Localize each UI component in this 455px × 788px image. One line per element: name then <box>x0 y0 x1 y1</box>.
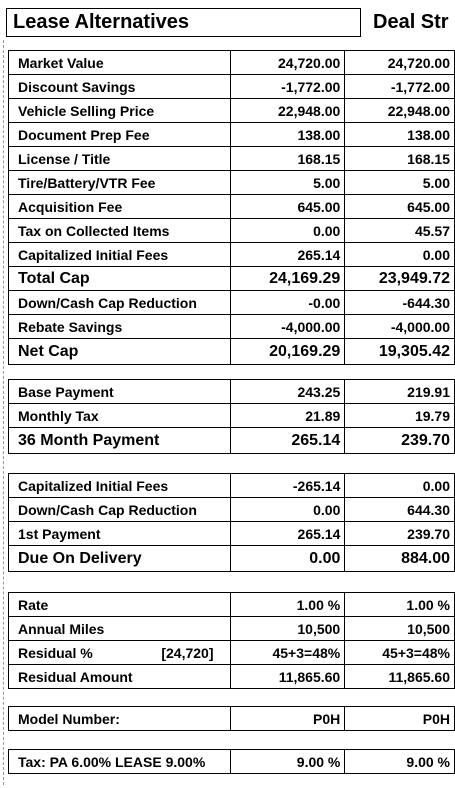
table-row <box>9 750 455 774</box>
table-row <box>9 291 455 315</box>
value-option-2: 0.00 <box>345 474 455 498</box>
value-option-2: 9.00 % <box>345 750 455 774</box>
value-option-1: 45+3=48% <box>230 641 345 665</box>
row-label: License / Title <box>9 147 231 171</box>
row-label: 36 Month Payment <box>9 428 231 454</box>
value-option-1: 21.89 <box>230 404 345 428</box>
row-label: Tax: PA 6.00% LEASE 9.00% <box>9 750 231 774</box>
table-row <box>9 380 455 404</box>
row-label: Down/Cash Cap Reduction <box>9 498 231 522</box>
value-option-2: 19.79 <box>345 404 455 428</box>
value-option-1: 5.00 <box>230 171 345 195</box>
value-option-1: 243.25 <box>230 380 345 404</box>
value-option-1: P0H <box>230 707 345 731</box>
residual-label: Residual % <box>18 644 93 661</box>
value-option-2: 168.15 <box>345 147 455 171</box>
table-row <box>9 593 455 617</box>
value-option-2: 644.30 <box>345 498 455 522</box>
delivery-table <box>8 473 455 572</box>
value-option-1: 265.14 <box>230 243 345 267</box>
model-table <box>8 706 455 731</box>
table-row <box>9 99 455 123</box>
value-option-2: 239.70 <box>345 522 455 546</box>
row-label: Capitalized Initial Fees <box>9 243 231 267</box>
table-row <box>9 51 455 75</box>
row-label: 1st Payment <box>9 522 231 546</box>
value-option-2: 22,948.00 <box>345 99 455 123</box>
value-option-1: 168.15 <box>230 147 345 171</box>
row-label: Capitalized Initial Fees <box>9 474 231 498</box>
row-label: Tax on Collected Items <box>9 219 231 243</box>
table-row <box>9 665 455 689</box>
payment-table <box>8 379 455 454</box>
row-label: Down/Cash Cap Reduction <box>9 291 231 315</box>
row-label: Net Cap <box>9 339 231 365</box>
value-option-2: 23,949.72 <box>345 267 455 291</box>
table-row-total <box>9 267 455 291</box>
value-option-1: 20,169.29 <box>230 339 345 365</box>
margin-dashed-line <box>3 40 4 785</box>
row-label: Due On Delivery <box>9 546 231 572</box>
table-row <box>9 522 455 546</box>
value-option-2: -4,000.00 <box>345 315 455 339</box>
value-option-2: 1.00 % <box>345 593 455 617</box>
value-option-1: 138.00 <box>230 123 345 147</box>
page-title: Lease Alternatives <box>13 11 190 33</box>
value-option-2: 10,500 <box>345 617 455 641</box>
table-row <box>9 75 455 99</box>
page-title-box <box>6 8 361 37</box>
table-row <box>9 195 455 219</box>
table-row <box>9 147 455 171</box>
row-label: Annual Miles <box>9 617 231 641</box>
value-option-2: 11,865.60 <box>345 665 455 689</box>
table-row <box>9 474 455 498</box>
value-option-1: -4,000.00 <box>230 315 345 339</box>
value-option-2: 219.91 <box>345 380 455 404</box>
value-option-1: 265.14 <box>230 522 345 546</box>
value-option-1: 0.00 <box>230 219 345 243</box>
value-option-2: -644.30 <box>345 291 455 315</box>
value-option-2: 239.70 <box>345 428 455 454</box>
row-label: Market Value <box>9 51 231 75</box>
row-label: Residual Amount <box>9 665 231 689</box>
value-option-1: 24,720.00 <box>230 51 345 75</box>
value-option-1: -265.14 <box>230 474 345 498</box>
table-row <box>9 404 455 428</box>
value-option-1: 11,865.60 <box>230 665 345 689</box>
table-row <box>9 315 455 339</box>
value-option-1: 0.00 <box>230 546 345 572</box>
table-row <box>9 123 455 147</box>
tax-table <box>8 749 455 774</box>
table-row <box>9 641 455 665</box>
value-option-2: -1,772.00 <box>345 75 455 99</box>
row-label: Rate <box>9 593 231 617</box>
value-option-1: -0.00 <box>230 291 345 315</box>
value-option-1: 265.14 <box>230 428 345 454</box>
value-option-1: 1.00 % <box>230 593 345 617</box>
value-option-2: 884.00 <box>345 546 455 572</box>
table-row <box>9 243 455 267</box>
row-label: Total Cap <box>9 267 231 291</box>
value-option-1: 9.00 % <box>230 750 345 774</box>
table-row <box>9 707 455 731</box>
table-row <box>9 617 455 641</box>
row-label: Tire/Battery/VTR Fee <box>9 171 231 195</box>
value-option-2: 19,305.42 <box>345 339 455 365</box>
table-row <box>9 219 455 243</box>
table-row <box>9 498 455 522</box>
value-option-1: 22,948.00 <box>230 99 345 123</box>
table-row-total <box>9 339 455 365</box>
row-label: Monthly Tax <box>9 404 231 428</box>
table-row <box>9 171 455 195</box>
value-option-1: 645.00 <box>230 195 345 219</box>
row-label: Acquisition Fee <box>9 195 231 219</box>
value-option-2: 45.57 <box>345 219 455 243</box>
table-row-total <box>9 428 455 454</box>
row-label: Discount Savings <box>9 75 231 99</box>
row-label: Rebate Savings <box>9 315 231 339</box>
value-option-2: 138.00 <box>345 123 455 147</box>
value-option-1: 10,500 <box>230 617 345 641</box>
cap-cost-table <box>8 50 455 365</box>
row-label-residual <box>9 641 231 665</box>
table-row-total <box>9 546 455 572</box>
value-option-2: 0.00 <box>345 243 455 267</box>
value-option-1: 0.00 <box>230 498 345 522</box>
residual-base: [24,720] <box>161 644 214 661</box>
value-option-2: 645.00 <box>345 195 455 219</box>
value-option-1: -1,772.00 <box>230 75 345 99</box>
row-label: Vehicle Selling Price <box>9 99 231 123</box>
value-option-2: 45+3=48% <box>345 641 455 665</box>
value-option-2: 24,720.00 <box>345 51 455 75</box>
value-option-2: P0H <box>345 707 455 731</box>
row-label: Model Number: <box>9 707 231 731</box>
value-option-1: 24,169.29 <box>230 267 345 291</box>
deal-structure-title: Deal Str <box>373 11 449 33</box>
rate-residual-table <box>8 592 455 689</box>
row-label: Base Payment <box>9 380 231 404</box>
row-label: Document Prep Fee <box>9 123 231 147</box>
value-option-2: 5.00 <box>345 171 455 195</box>
